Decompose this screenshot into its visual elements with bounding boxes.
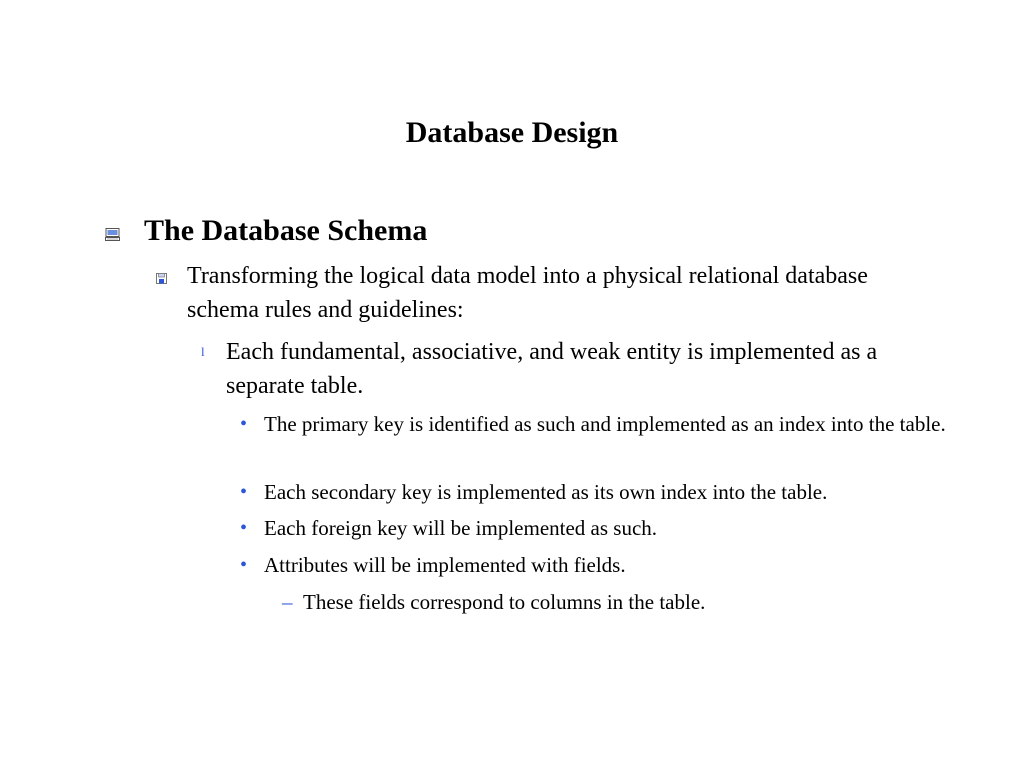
bullet-level1-text: The Database Schema — [144, 214, 428, 247]
bullet-level4-text: The primary key is identified as such and implemented as an index into the table. — [264, 412, 946, 436]
bullet-level4-item — [240, 513, 970, 543]
bullet-level3-text: Each fundamental, associative, and weak entity is implemented as a separate table. — [226, 339, 878, 399]
bullet-level4-item — [240, 409, 970, 439]
bullet-level5 — [282, 587, 982, 617]
bullet-level4-text: Each foreign key will be implemented as such. — [264, 516, 658, 540]
bullet-level5-text: These fields correspond to columns in the table. — [303, 590, 706, 614]
bullet-level4-marker: • — [240, 481, 248, 503]
bullet-level4-marker: • — [240, 517, 248, 539]
bullet-level4-item — [240, 550, 970, 580]
bullet-level4-marker: • — [240, 554, 248, 576]
bullet-level2-text: Transforming the logical data model into a physical relational database schema rules and guidelines: — [187, 263, 868, 323]
bullet-level3 — [201, 335, 961, 403]
bullet-level3-marker: l — [201, 344, 205, 359]
bullet-level4-item — [240, 477, 970, 507]
bullet-level4-text: Each secondary key is implemented as its own index into the table. — [264, 480, 828, 504]
slide-title: Database Design — [405, 116, 619, 149]
bullet-level4-marker: • — [240, 413, 248, 435]
bullet-level5-marker: – — [282, 590, 293, 614]
bullet-level1 — [105, 211, 965, 251]
bullet-level4-text: Attributes will be implemented with fields. — [264, 553, 626, 577]
bullet-level2 — [156, 259, 916, 327]
